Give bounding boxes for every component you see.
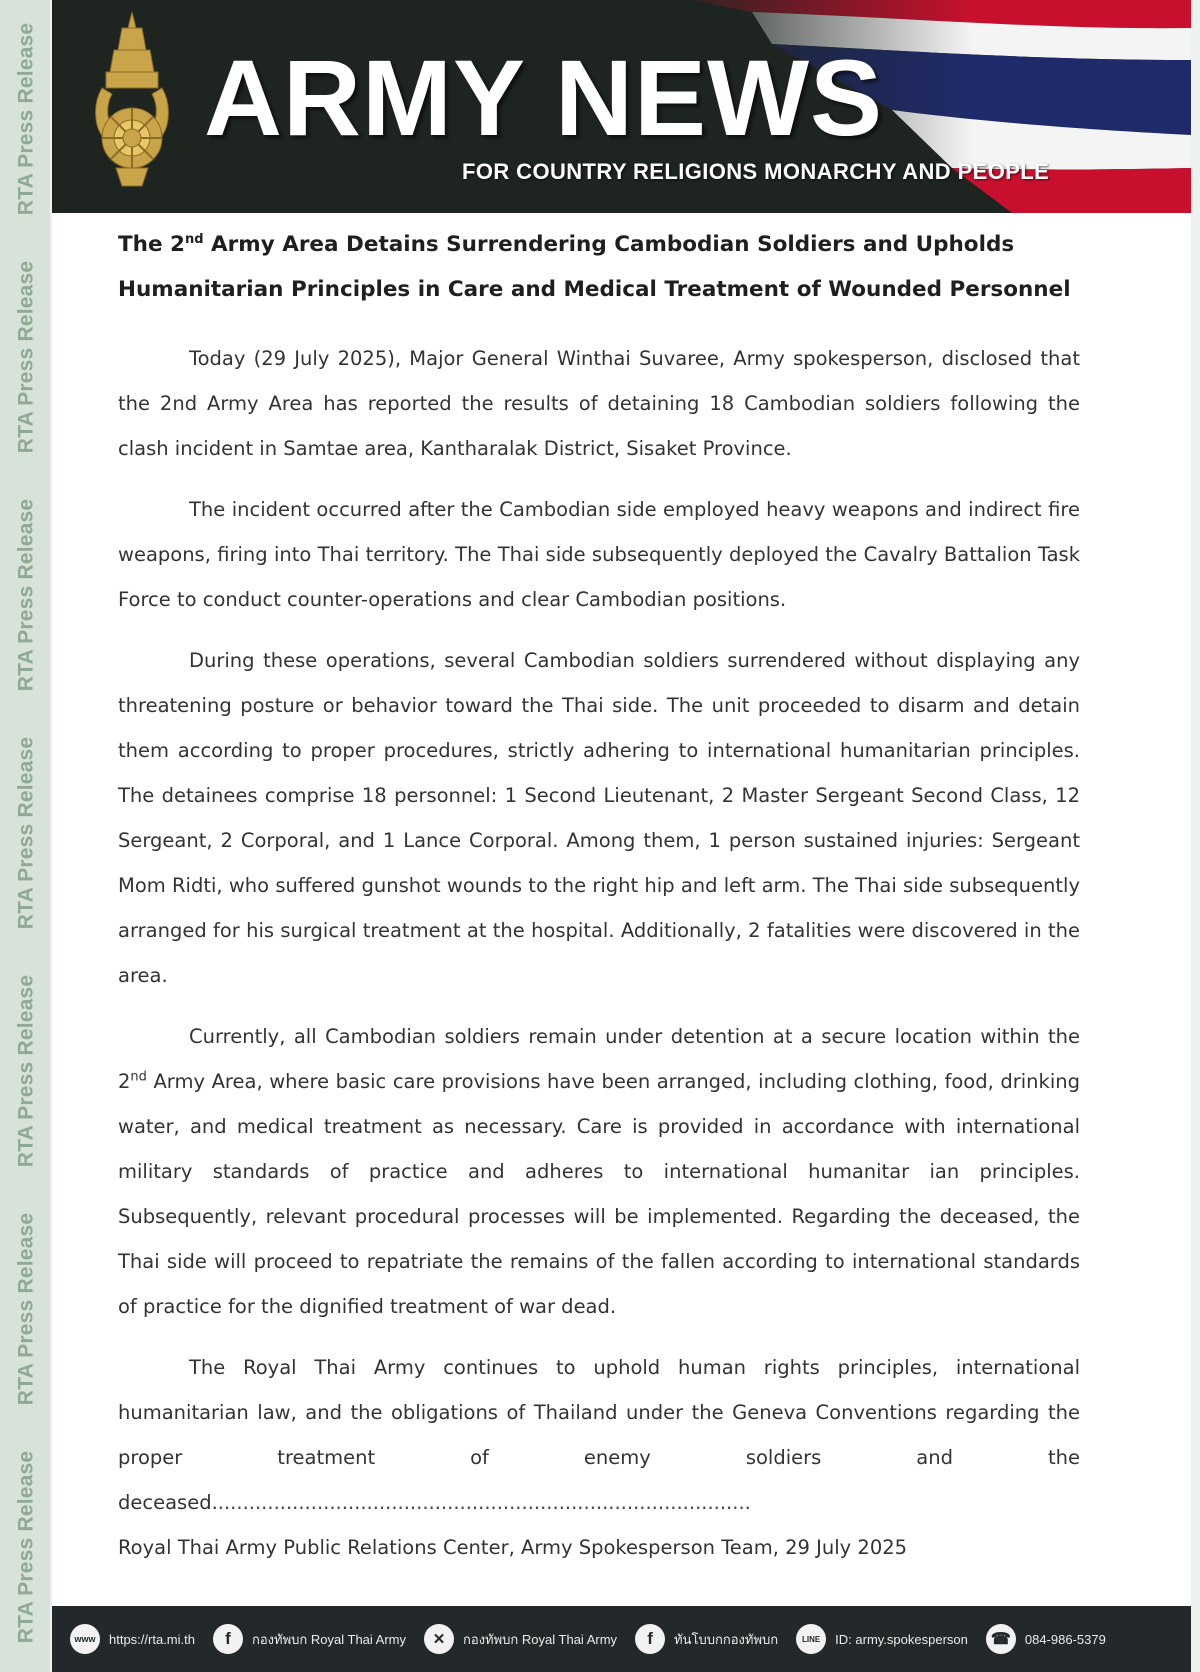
footer-x-link[interactable]: ✕ กองทัพบก Royal Thai Army	[424, 1624, 617, 1654]
x-icon: ✕	[424, 1624, 454, 1654]
footer-facebook-link[interactable]: f กองทัพบก Royal Thai Army	[213, 1624, 406, 1654]
footer-line-id[interactable]: LINE ID: army.spokesperson	[796, 1624, 968, 1654]
side-label: RTA Press Release	[14, 1450, 38, 1644]
press-release-page	[52, 0, 1191, 1672]
masthead-title: ARMY NEWS	[204, 37, 884, 158]
header-banner	[52, 0, 1191, 213]
side-label: RTA Press Release	[14, 974, 38, 1168]
side-label: RTA Press Release	[14, 498, 38, 692]
footer-website-link[interactable]: www https://rta.mi.th	[70, 1624, 195, 1654]
paragraph-2: The incident occurred after the Cambodian side employed heavy weapons and indirect fire weapons, firing into Thai territory. The Thai side subsequently deployed the Cavalry Battalion Task Force to conduct counter-operations and clear Cambodian positions.	[118, 498, 1080, 611]
side-label: RTA Press Release	[14, 22, 38, 216]
royal-thai-army-emblem-icon	[92, 10, 172, 190]
footer-contact-bar	[52, 1606, 1191, 1672]
article-headline: The 2nd Army Area Detains Surrendering Cambodian Soldiers and Upholds Humanitarian Principles in Care and Medical Treatment of Wounded Personnel	[118, 231, 1071, 302]
side-label: RTA Press Release	[14, 260, 38, 454]
footer-phone[interactable]: ☎ 084-986-5379	[986, 1624, 1106, 1654]
globe-icon: www	[70, 1624, 100, 1654]
article-body	[118, 222, 1080, 1570]
side-press-release-strip	[0, 0, 50, 1672]
masthead-motto: FOR COUNTRY RELIGIONS MONARCHY AND PEOPLE	[462, 159, 1050, 184]
paragraph-5: The Royal Thai Army continues to uphold human rights principles, international humanitarian law, and the obligations of Thailand under the Geneva Conventions regarding the proper treatment of enemy soldiers and the deceased.......................................................................................	[118, 1356, 1080, 1514]
line-icon: LINE	[796, 1624, 826, 1654]
footer-facebook-news-link[interactable]: f ทันโบบกกองทัพบก	[635, 1624, 778, 1654]
facebook-icon: f	[213, 1624, 243, 1654]
side-label: RTA Press Release	[14, 736, 38, 930]
paragraph-3: During these operations, several Cambodian soldiers surrendered without displaying any threatening posture or behavior toward the Thai side. The unit proceeded to disarm and detain them according to proper procedures, strictly adhering to international humanitarian principles. The detainees comprise 18 personnel: 1 Second Lieutenant, 2 Master Sergeant Second Class, 12 Sergeant, 2 Corporal, and 1 Lance Corporal. Among them, 1 person sustained injuries: Sergeant Mom Ridti, who suffered gunshot wounds to the right hip and left arm. The Thai side subsequently arranged for his surgical treatment at the hospital. Additionally, 2 fatalities were discovered in the area.	[118, 649, 1080, 987]
facebook-icon: f	[635, 1624, 665, 1654]
paragraph-4: Currently, all Cambodian soldiers remain under detention at a secure location within the 2nd Army Area, where basic care provisions have been arranged, including clothing, food, drinking water, and medical treatment as necessary. Care is provided in accordance with international military standards of practice and adheres to international humanitar ian principles. Subsequently, relevant procedural processes will be implemented. Regarding the deceased, the Thai side will proceed to repatriate the remains of the fallen according to international standards of practice for the dignified treatment of war dead.	[118, 1025, 1080, 1318]
signature-line: Royal Thai Army Public Relations Center, Army Spokesperson Team, 29 July 2025	[118, 1536, 908, 1559]
side-label: RTA Press Release	[14, 1212, 38, 1406]
phone-icon: ☎	[986, 1624, 1016, 1654]
paragraph-1: Today (29 July 2025), Major General Winthai Suvaree, Army spokesperson, disclosed that the 2nd Army Area has reported the results of detaining 18 Cambodian soldiers following the clash incident in Samtae area, Kantharalak District, Sisaket Province.	[118, 347, 1080, 460]
